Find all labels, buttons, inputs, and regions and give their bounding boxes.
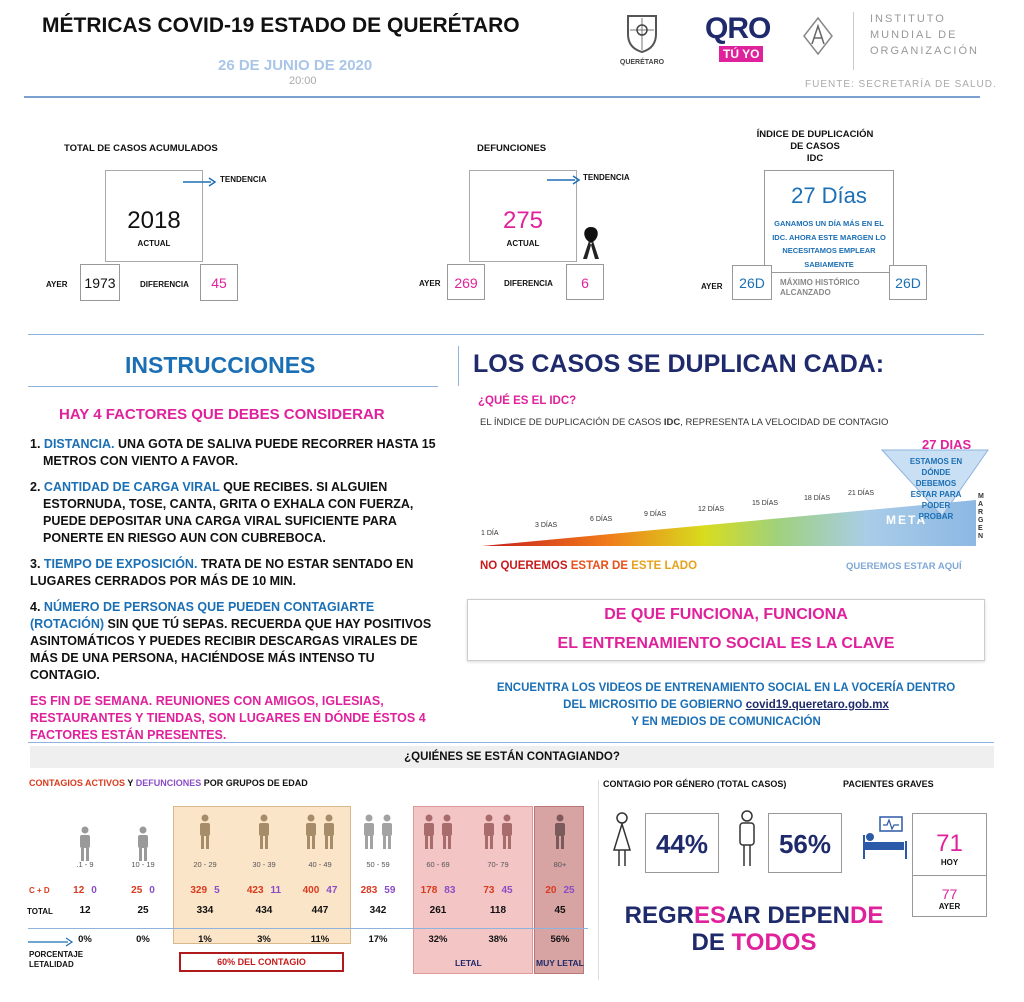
header-divider [24, 96, 980, 98]
age-cd-values [234, 885, 294, 896]
cases-value: 2018 [127, 207, 181, 234]
age-person-icon [256, 814, 272, 850]
weekend-warning: ES FIN DE SEMANA. REUNIONES CON AMIGOS, IGLESIAS, RESTAURANTES Y TIENDAS, SON LUGARES EN DÓNDE ÉSTOS 4 FACTORES ESTÁN PRESENTES. [30, 694, 426, 742]
age-deaths-value: 0 [91, 885, 97, 896]
instruction-text: UNA GOTA DE SALIVA PUEDE RECORRER HASTA 15 METROS CON VIENTO A FAVOR. [43, 437, 436, 468]
slogan-1c: AR DEPEN [725, 902, 851, 929]
idc-definition-b: IDC [663, 417, 681, 428]
pct-row-divider [28, 928, 588, 929]
instruction-num: 2. [30, 480, 41, 494]
slogan-line-2 [606, 929, 902, 956]
idc-ayer-label: AYER [701, 282, 723, 291]
age-active-value: 400 [302, 885, 320, 896]
qro-tu-yo-logo [705, 13, 783, 67]
report-date: 26 DE JUNIO DE 2020 [218, 57, 373, 74]
age-lethality-value: 0% [78, 934, 92, 945]
idc-max-box [889, 265, 927, 300]
graves-ayer-label: AYER [938, 902, 961, 911]
institute-line-2: MUNDIAL DE [870, 29, 958, 41]
deaths-ayer-box [447, 264, 485, 300]
instruction-item-2 [30, 479, 438, 547]
left-side-c: ESTE LADO [631, 560, 698, 572]
age-person-icon [361, 814, 377, 850]
videos-info [467, 680, 985, 731]
cases-diff-box [200, 264, 238, 301]
age-total-value: 334 [196, 905, 214, 916]
instruction-key: DISTANCIA. [43, 437, 115, 451]
scale-day-labels [478, 480, 878, 550]
cases-diff-value: 45 [211, 275, 227, 291]
age-active-value: 73 [483, 885, 495, 896]
age-total-value: 45 [554, 905, 566, 916]
idc-title-line-3: IDC [806, 153, 824, 164]
deaths-diff-box [566, 264, 604, 300]
graves-hoy-label: HOY [940, 858, 959, 867]
graves-box [912, 813, 987, 917]
instruction-num: 1. [30, 437, 41, 451]
age-lethality-value: 32% [428, 934, 448, 945]
age-person-icon [379, 814, 395, 850]
age-cd-values [175, 885, 235, 896]
data-source: FUENTE: SECRETARÍA DE SALUD. [805, 79, 997, 90]
idc-ayer-value: 26D [739, 275, 765, 291]
callout-line-1: DE QUE FUNCIONA, FUNCIONA [604, 606, 848, 623]
page-title: MÉTRICAS COVID-19 ESTADO DE QUERÉTARO [42, 14, 520, 37]
videos-line-2a: DEL MICROSITIO DE GOBIERNO [563, 699, 746, 711]
videos-line-3: Y EN MEDIOS DE COMUNICACIÓN [631, 716, 821, 728]
age-range-label: 30 - 39 [252, 860, 276, 869]
who-banner-text: ¿QUIÉNES SE ESTÁN CONTAGIANDO? [404, 751, 620, 763]
age-lethality-value: 0% [136, 934, 150, 945]
age-active-value: 329 [190, 885, 208, 896]
left-side-a: NO QUEREMOS [480, 560, 571, 572]
age-range-label: 10 - 19 [131, 860, 155, 869]
pct-label: PORCENTAJE LETALIDAD [29, 950, 84, 969]
day-label: 1 DÍA [481, 530, 499, 537]
idc-title-line-2: DE CASOS [790, 141, 840, 152]
slogan-1b: ES [693, 902, 726, 929]
age-active-value: 423 [246, 885, 264, 896]
institute-line-3: ORGANIZACIÓN [870, 45, 979, 57]
age-deaths-value: 83 [444, 885, 456, 896]
instruction-item-1 [30, 436, 438, 470]
age-active-value: 20 [545, 885, 557, 896]
age-deaths-value: 0 [149, 885, 155, 896]
idc-note: GANAMOS UN DÍA MÁS EN EL IDC. AHORA ESTE MARGEN LO NECESITAMOS EMPLEAR SABIAMENTE [772, 219, 886, 269]
age-person-icon [421, 814, 437, 850]
institute-name [870, 11, 979, 59]
instruction-text: TRATA DE NO ESTAR SENTADO EN LUGARES CERRADOS POR MÁS DE 10 MIN. [30, 557, 414, 588]
cases-diff-label: DIFERENCIA [140, 280, 189, 289]
age-person-icon [499, 814, 515, 850]
age-total-value: 261 [429, 905, 447, 916]
age-cd-values [530, 885, 590, 896]
instruction-num: 3. [30, 557, 41, 571]
deaths-diff-value: 6 [581, 275, 589, 291]
slogan-1a: REGR [624, 902, 694, 929]
callout-line-2: EL ENTRENAMIENTO SOCIAL ES LA CLAVE [557, 635, 895, 652]
male-icon [736, 810, 758, 873]
age-range-label: 60 - 69 [426, 860, 450, 869]
age-active-value: 178 [420, 885, 438, 896]
female-pct: 44% [655, 829, 709, 859]
graves-title: PACIENTES GRAVES [843, 779, 934, 789]
left-side-b: ESTAR DE [570, 560, 632, 572]
idc-title [740, 129, 890, 165]
idc-title-line-1: ÍNDICE DE DUPLICACIÓN [756, 129, 874, 140]
cd-label: C + D [29, 886, 50, 895]
muy-letal-label: MUY LETAL [536, 958, 584, 968]
age-lethality-value: 17% [368, 934, 388, 945]
legend-and: Y [125, 778, 136, 788]
age-lethality-value: 3% [257, 934, 271, 945]
queretaro-seal-logo [618, 12, 666, 74]
male-pct: 56% [778, 829, 832, 859]
slogan [606, 902, 902, 956]
age-lethality-value: 11% [310, 934, 330, 945]
meta-label: META [886, 513, 928, 527]
gender-title: CONTAGIO POR GÉNERO (TOTAL CASOS) [603, 779, 787, 789]
age-deaths-value: 45 [501, 885, 513, 896]
age-total-value: 447 [311, 905, 329, 916]
instruction-key: CANTIDAD DE CARGA VIRAL [43, 480, 220, 494]
instructions-subheading: HAY 4 FACTORES QUE DEBES CONSIDERAR [59, 406, 385, 423]
slogan-line-1 [606, 902, 902, 929]
male-pct-box [768, 813, 842, 873]
deaths-ayer-label: AYER [419, 279, 441, 288]
instructions-heading: INSTRUCCIONES [125, 352, 316, 378]
institute-logo-icon [800, 14, 840, 60]
deaths-actual-label: ACTUAL [506, 239, 540, 248]
instructions-list [30, 436, 438, 753]
age-deaths-value: 47 [326, 885, 338, 896]
legend-active: CONTAGIOS ACTIVOS [29, 778, 126, 788]
female-pct-box [645, 813, 719, 873]
age-active-value: 12 [73, 885, 85, 896]
slogan-2b: TODOS [731, 929, 817, 956]
female-icon [610, 812, 634, 873]
cases-ayer-value: 1973 [84, 275, 116, 291]
age-lethality-value: 56% [550, 934, 570, 945]
deaths-trend-arrow-icon [547, 172, 581, 190]
age-total-value: 342 [369, 905, 387, 916]
instructions-underline [28, 386, 438, 387]
day-label: 3 DÍAS [535, 522, 558, 529]
videos-line-2 [467, 697, 985, 714]
graves-divider [913, 875, 986, 876]
deaths-value: 275 [502, 207, 544, 234]
cases-trend-arrow-icon [183, 174, 217, 192]
current-idc-label: 27 DIAS [922, 437, 972, 452]
seal-icon [624, 12, 660, 54]
age-person-icon [481, 814, 497, 850]
age-person-icon [135, 826, 151, 862]
age-range-label: 50 - 59 [366, 860, 390, 869]
age-range-label: 40 - 49 [308, 860, 332, 869]
age-person-icon [77, 826, 93, 862]
age-total-value: 12 [79, 905, 91, 916]
age-person-icon [552, 814, 568, 850]
idc-definition-c: , REPRESENTA LA VELOCIDAD DE CONTAGIO [680, 417, 889, 428]
deaths-tendencia-label: TENDENCIA [583, 173, 630, 182]
instruction-text: QUE RECIBES. SI ALGUIEN ESTORNUDA, TOSE, CANTA, GRITA O EXHALA CON FUERZA, PUEDE DEPOSITAR UNA CARGA VIRAL SUFICIENTE PARA PONERTE EN RIESGO AUN CON CUBREBOCA. [43, 480, 414, 545]
instruction-text: SIN QUE TÚ SEPAS. RECUERDA QUE HAY POSITIVOS ASINTOMÁTICOS Y PUEDES RECIBIR DESCARGAS VIRALES DE MÁS DE UNA PERSONA, HACIÉNDOSE MÁS INTENSO TU CONTAGIO. [30, 617, 432, 682]
graves-hoy-value: 71 [936, 830, 963, 857]
graves-ayer-value: 77 [941, 886, 958, 902]
training-callout [467, 599, 985, 661]
age-lethality-value: 38% [488, 934, 508, 945]
age-range-label: .1 - 9 [76, 860, 94, 869]
margen-label: MARGEN [978, 493, 984, 540]
section-divider [28, 334, 984, 335]
age-cd-values [408, 885, 468, 896]
who-vertical-divider [598, 780, 599, 980]
seal-label: QUERÉTARO [619, 59, 665, 66]
day-label: 18 DÍAS [804, 495, 831, 502]
qro-logo-text: QRO [705, 12, 771, 45]
doubling-heading: LOS CASOS SE DUPLICAN CADA: [473, 350, 885, 378]
hospital-bed-icon [860, 815, 910, 866]
idc-max-label: MÁXIMO HISTÓRICO ALCANZADO [780, 278, 860, 297]
instruction-item-4 [30, 599, 438, 684]
right-side-label: QUEREMOS ESTAR AQUÍ [846, 561, 962, 572]
idc-question: ¿QUÉ ES EL IDC? [478, 395, 577, 407]
report-time: 20:00 [289, 75, 317, 87]
day-label: 21 DÍAS [848, 490, 875, 497]
age-cd-values [348, 885, 408, 896]
cases-ayer-label: AYER [46, 280, 68, 289]
contagio-pct: 60% [217, 957, 238, 967]
age-deaths-value: 59 [384, 885, 396, 896]
age-active-value: 25 [131, 885, 143, 896]
instruction-key: TIEMPO DE EXPOSICIÓN. [43, 557, 198, 571]
cases-tendencia-label: TENDENCIA [220, 175, 267, 184]
idc-main-box [764, 170, 894, 273]
age-cd-values [55, 885, 115, 896]
age-active-value: 283 [360, 885, 378, 896]
current-idc-note: ESTAMOS EN DÓNDE DEBEMOS ESTAR PARA PODER PROBAR [909, 457, 963, 521]
age-range-label: 70- 79 [487, 860, 509, 869]
cases-title: TOTAL DE CASOS ACUMULADOS [64, 143, 218, 154]
cases-ayer-box [80, 264, 120, 301]
day-label: 9 DÍAS [644, 511, 667, 518]
age-person-icon [303, 814, 319, 850]
who-divider [28, 742, 994, 743]
age-lethality-value: 1% [198, 934, 212, 945]
videos-line-1: ENCUENTRA LOS VIDEOS DE ENTRENAMIENTO SOCIAL EN LA VOCERÍA DENTRO [496, 682, 956, 694]
letal-label: LETAL [455, 958, 482, 968]
doubling-heading-divider [458, 346, 459, 386]
tu-yo-logo-text: TÚ YO [719, 46, 763, 62]
instruction-key: NÚMERO DE PERSONAS QUE PUEDEN CONTAGIARTE (ROTACIÓN) [30, 600, 375, 631]
covid-site-link[interactable]: covid19.queretaro.gob.mx [745, 699, 889, 711]
idc-definition [480, 417, 888, 428]
day-label: 12 DÍAS [698, 506, 725, 513]
mourning-ribbon-icon [580, 225, 602, 266]
slogan-1d: DE [850, 902, 884, 929]
age-cd-values [468, 885, 528, 896]
age-range-label: 20 - 29 [193, 860, 217, 869]
legend-age: POR GRUPOS DE EDAD [201, 778, 308, 788]
age-deaths-value: 25 [563, 885, 575, 896]
instruction-item-3 [30, 556, 438, 590]
idc-ayer-box [732, 265, 772, 300]
age-cd-values [113, 885, 173, 896]
age-total-value: 25 [137, 905, 149, 916]
idc-value: 27 Días [791, 183, 867, 208]
cases-actual-label: ACTUAL [137, 239, 171, 248]
contagio-text: DEL CONTAGIO [237, 957, 306, 967]
contagio-box [179, 952, 344, 972]
age-total-value: 434 [255, 905, 273, 916]
day-label: 15 DÍAS [752, 500, 779, 507]
age-cd-values [290, 885, 350, 896]
total-label: TOTAL [27, 907, 53, 916]
left-side-label [480, 560, 697, 572]
age-person-icon [197, 814, 213, 850]
institute-line-1: INSTITUTO [870, 13, 946, 25]
age-range-label: 80+ [553, 860, 567, 869]
age-person-icon [439, 814, 455, 850]
idc-definition-a: EL ÍNDICE DE DUPLICACIÓN DE CASOS [480, 417, 664, 428]
day-label: 6 DÍAS [590, 516, 613, 523]
age-person-icon [321, 814, 337, 850]
idc-max-value: 26D [895, 275, 921, 291]
slogan-2a: DE [691, 929, 732, 956]
age-legend [29, 778, 308, 788]
age-deaths-value: 5 [214, 885, 220, 896]
instruction-num: 4. [30, 600, 41, 614]
institute-divider [853, 12, 854, 70]
age-total-value: 118 [489, 905, 507, 916]
legend-deaths: DEFUNCIONES [135, 778, 202, 788]
deaths-ayer-value: 269 [454, 275, 478, 291]
deaths-diff-label: DIFERENCIA [504, 279, 553, 288]
who-banner [30, 746, 994, 768]
age-deaths-value: 11 [270, 885, 282, 896]
deaths-title: DEFUNCIONES [477, 143, 547, 154]
